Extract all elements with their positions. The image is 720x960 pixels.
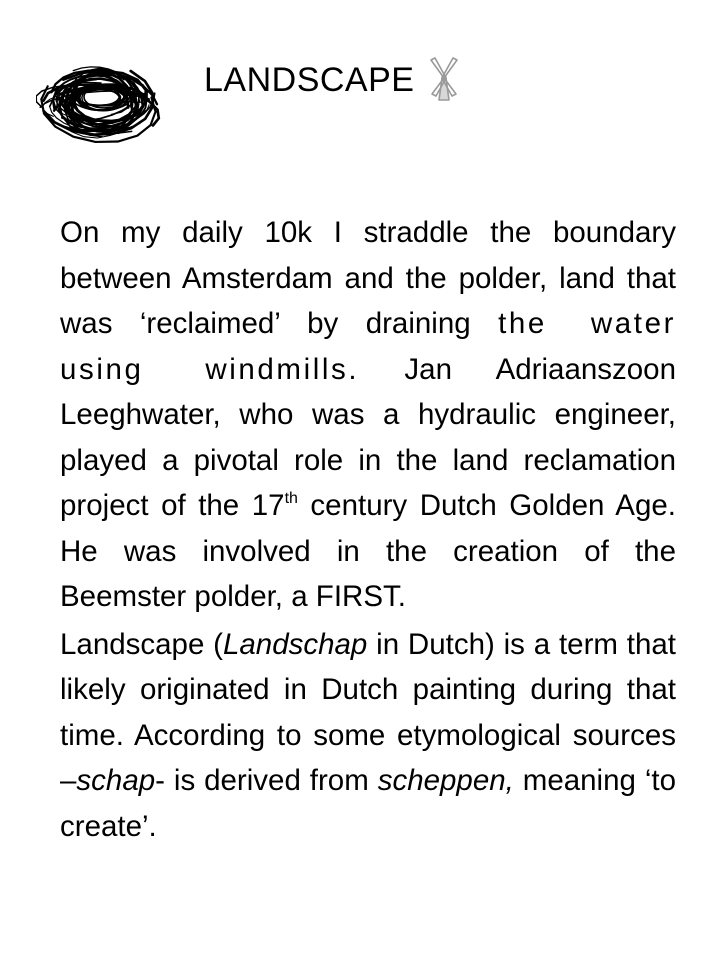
paragraph-2: Landscape (Landschap in Dutch) is a term that likely originated in Dutch painting during that time. According to some etymological sources –schap- is derived from scheppen, meaning ‘to create’. xyxy=(60,627,676,843)
article-body xyxy=(60,210,676,849)
bird-nest-icon xyxy=(36,58,168,148)
windmill-icon xyxy=(424,56,464,102)
paragraph-1: On my daily 10k I straddle the boundary between Amsterdam and the polder, land that was ‘reclaimed’ by draining the water using windmills. Jan Adriaanszoon Leeghwater, who was a hydraulic engineer, played a pivotal role in the land reclamation project of the 17th century Dutch Golden Age. He was involved in the creation of the Beemster polder, a FIRST. xyxy=(60,216,677,613)
page-title: LANDSCAPE xyxy=(204,61,415,99)
